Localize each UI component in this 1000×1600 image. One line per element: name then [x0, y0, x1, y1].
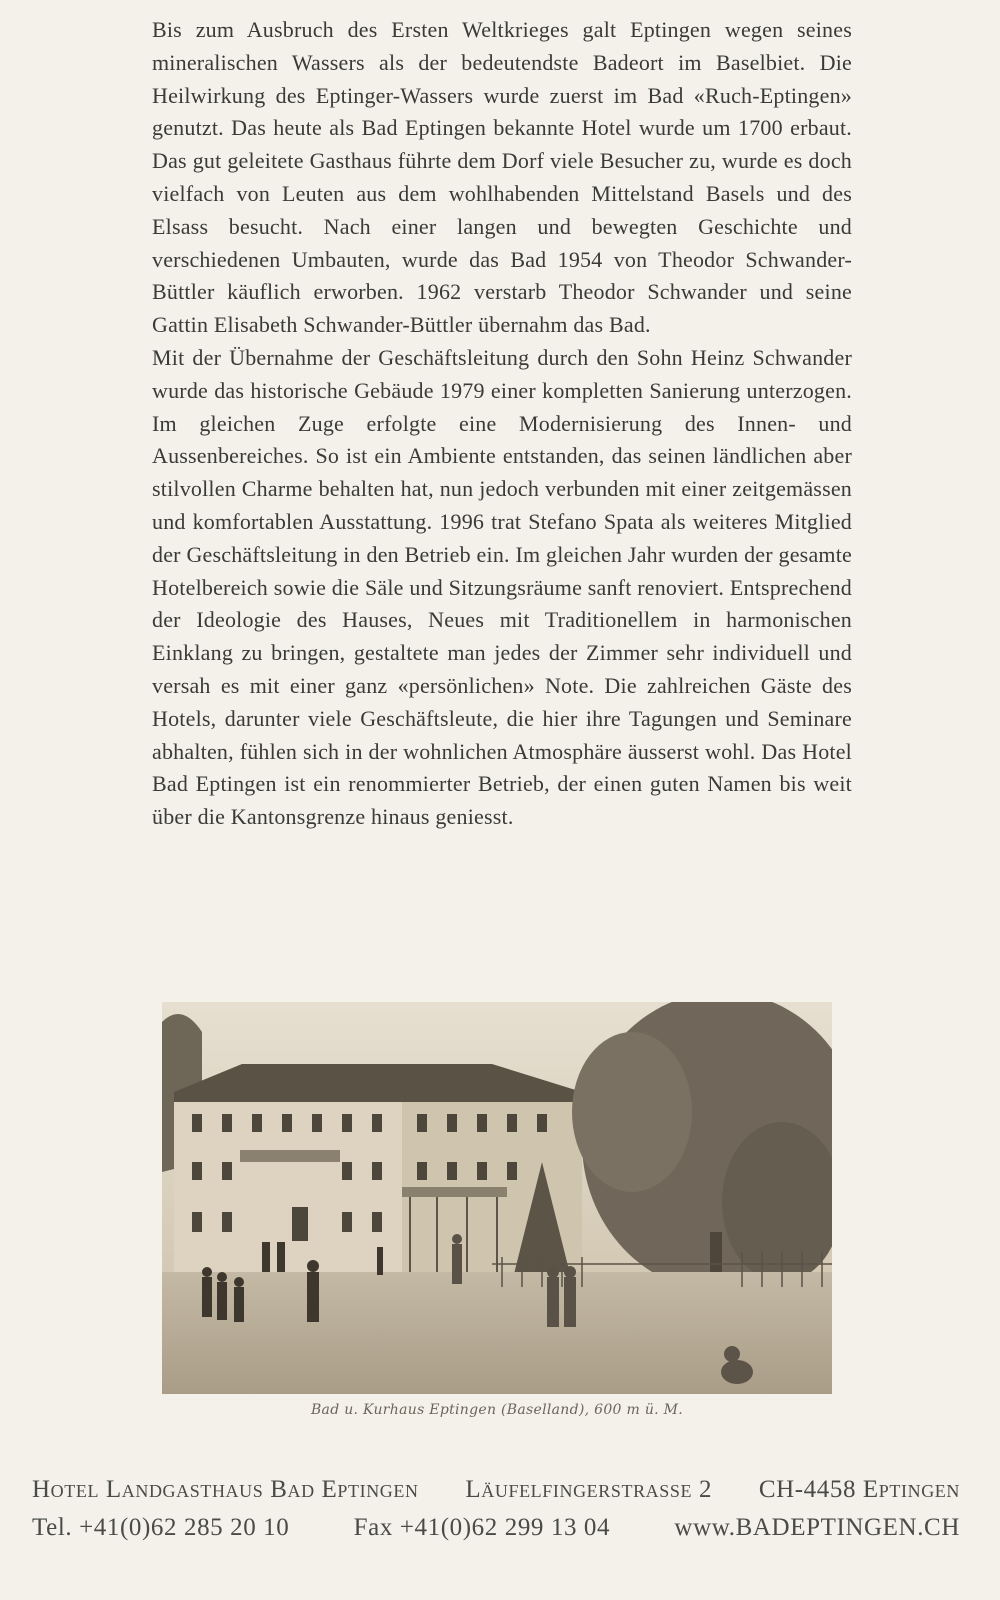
history-text [152, 14, 852, 834]
website-link[interactable]: www.BADEPTINGEN.CH [674, 1514, 960, 1541]
hotel-name: Hotel Landgasthaus Bad Eptingen [32, 1476, 419, 1503]
street-address: Läufelfingerstrasse 2 [465, 1476, 713, 1503]
paragraph-history: Bis zum Ausbruch des Ersten Weltkrieges galt Eptingen wegen seines mineralischen Wassers als der bedeutendste Badeort im Baselbiet. Die Heilwirkung des Eptinger-Wassers wurde zuerst im Bad «Ruch-Eptingen» genutzt. Das heute als Bad Eptingen bekannte Hotel wurde um 1700 erbaut. Das gut geleitete Gasthaus führte dem Dorf viele Besucher zu, wurde es doch vielfach von Leuten aus dem wohlhabenden Mittelstand Basels und des Elsass besucht. Nach einer langen und bewegten Geschichte und verschiedenen Umbauten, wurde das Bad 1954 von Theodor Schwander-Büttler käuflich erworben. 1962 verstarb Theodor Schwander und seine Gattin Elisabeth Schwander-Büttler übernahm das Bad. [152, 17, 852, 338]
phone-number: Tel. +41(0)62 285 20 10 [32, 1514, 290, 1541]
fax-number: Fax +41(0)62 299 13 04 [353, 1514, 611, 1541]
hotel-postcard-image [162, 1002, 832, 1394]
photo-caption: Bad u. Kurhaus Eptingen (Baselland), 600 m ü. M. [310, 1402, 684, 1418]
historic-hotel-photo [162, 1002, 832, 1394]
contact-line [32, 1514, 960, 1542]
postal-city: CH-4458 Eptingen [758, 1476, 960, 1503]
address-line [32, 1476, 960, 1504]
paragraph-renovation: Mit der Übernahme der Geschäftsleitung durch den Sohn Heinz Schwander wurde das historische Gebäude 1979 einer kompletten Sanierung unterzogen. Im gleichen Zuge erfolgte eine Modernisierung des Innen- und Aussenbereiches. So ist ein Ambiente entstanden, das seinen ländlichen aber stilvollen Charme behalten hat, nun jedoch verbunden mit einer zeitgemässen und komfortablen Ausstattung. 1996 trat Stefano Spata als weiteres Mitglied der Geschäftsleitung in den Betrieb ein. Im gleichen Jahr wurden der gesamte Hotelbereich sowie die Säle und Sitzungsräume sanft renoviert. Entsprechend der Ideologie des Hauses, Neues mit Traditionellem in harmonischen Einklang zu bringen, gestaltete man jedes der Zimmer sehr individuell und versah es mit einer ganz «persönlichen» Note. Die zahlreichen Gäste des Hotels, darunter viele Geschäftsleute, die hier ihre Tagungen und Seminare abhalten, fühlen sich in der wohnlichen Atmosphäre äusserst wohl. Das Hotel Bad Eptingen ist ein renommierter Betrieb, der einen guten Namen bis weit über die Kantonsgrenze hinaus geniesst. [152, 344, 852, 830]
hotel-contact-footer [32, 1476, 960, 1542]
